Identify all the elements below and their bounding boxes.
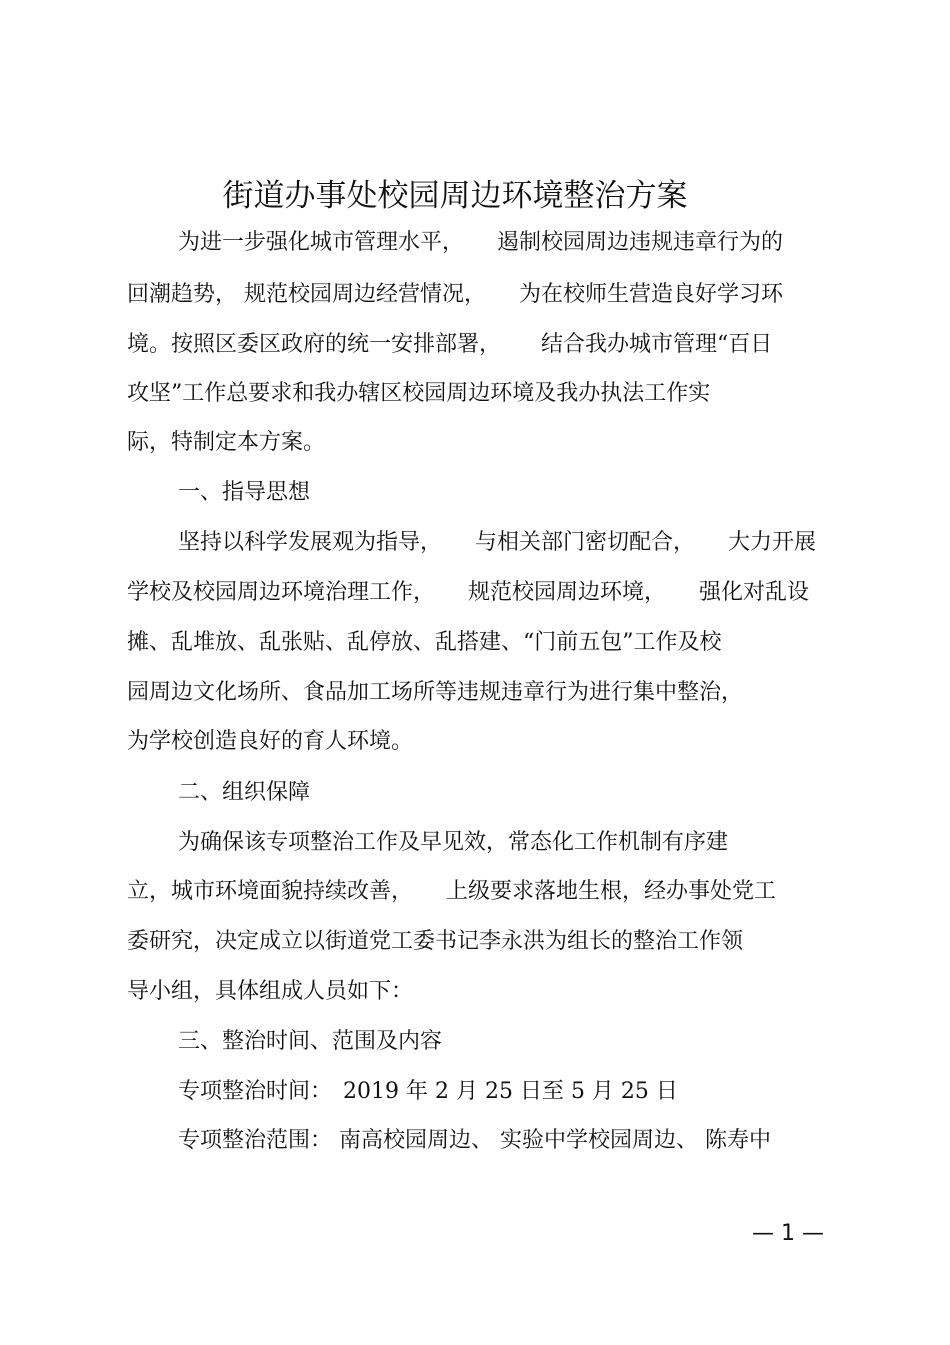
paragraph-line: 为确保该专项整治工作及早见效，常态化工作机制有序建 bbox=[178, 830, 729, 855]
paragraph-line: 专项整治范围： 南高校园周边、 实验中学校园周边、 陈寿中 bbox=[178, 1128, 771, 1153]
paragraph-line: 摊、乱堆放、乱张贴、乱停放、乱搭建、“门前五包”工作及校 bbox=[127, 630, 722, 655]
section-heading: 二、组织保障 bbox=[178, 780, 311, 805]
page-number: — 1 — bbox=[752, 1221, 824, 1246]
paragraph-line: 际，特制定本方案。 bbox=[127, 430, 326, 455]
section-heading: 一、指导思想 bbox=[178, 480, 311, 505]
paragraph-line: 坚持以科学发展观为指导， 与相关部门密切配合， 大力开展 bbox=[178, 530, 817, 555]
paragraph-line: 攻坚”工作总要求和我办辖区校园周边环境及我办执法工作实 bbox=[127, 381, 711, 406]
paragraph-line: 为进一步强化城市管理水平， 遏制校园周边违规违章行为的 bbox=[178, 230, 784, 255]
paragraph-line: 学校及校园周边环境治理工作， 规范校园周边环境， 强化对乱设 bbox=[127, 580, 810, 605]
paragraph-line: 导小组，具体组成人员如下： bbox=[127, 979, 414, 1004]
paragraph-line: 委研究，决定成立以街道党工委书记李永洪为组长的整治工作领 bbox=[127, 929, 744, 954]
paragraph-line: 专项整治时间： 2019 年 2 月 25 日至 5 月 25 日 bbox=[178, 1079, 678, 1104]
paragraph-line: 为学校创造良好的育人环境。 bbox=[127, 729, 414, 754]
document-title: 街道办事处校园周边环境整治方案 bbox=[222, 178, 688, 214]
paragraph-line: 境。按照区委区政府的统一安排部署， 结合我办城市管理“百日 bbox=[127, 332, 773, 357]
paragraph-line: 园周边文化场所、食品加工场所等违规违章行为进行集中整治， bbox=[127, 680, 744, 705]
paragraph-line: 回潮趋势， 规范校园周边经营情况， 为在校师生营造良好学习环 bbox=[127, 282, 783, 307]
section-heading: 三、整治时间、范围及内容 bbox=[178, 1029, 443, 1054]
paragraph-line: 立，城市环境面貌持续改善， 上级要求落地生根，经办事处党工 bbox=[127, 879, 777, 904]
